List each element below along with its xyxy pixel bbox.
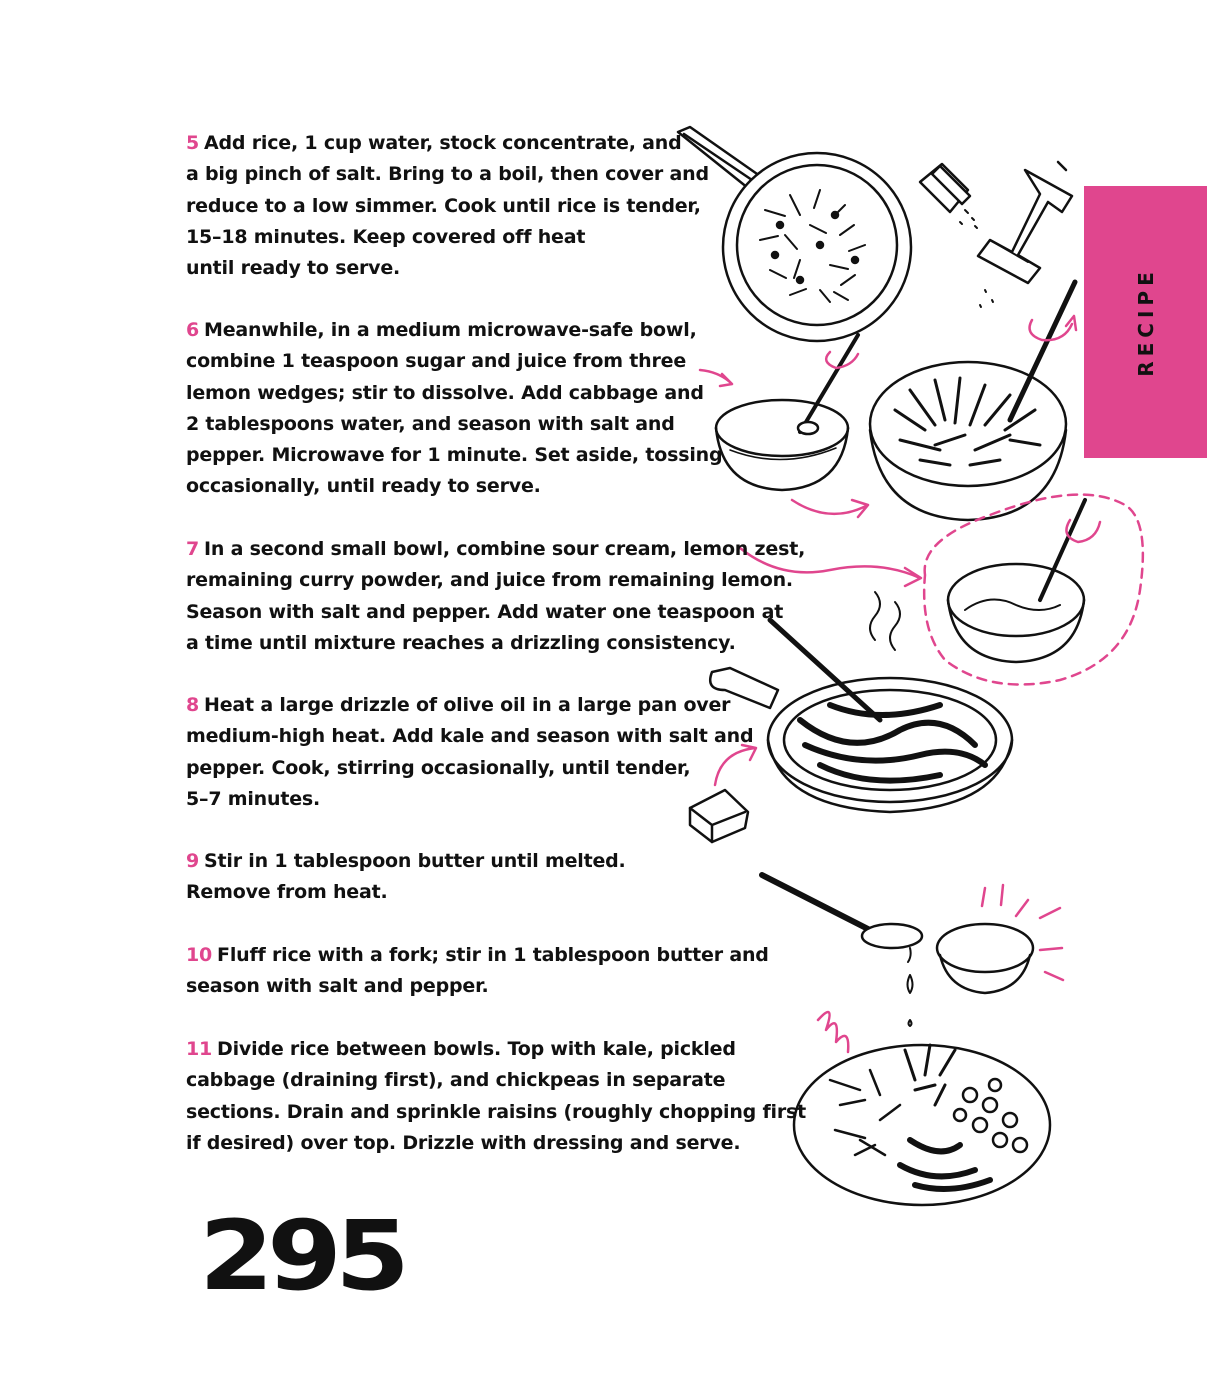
page-number: 295 (199, 1200, 404, 1312)
step-text: until ready to serve. (186, 257, 401, 280)
step-text: 2 tablespoons water, and season with salt and (186, 412, 675, 435)
step-text: combine 1 teaspoon sugar and juice from three (186, 350, 687, 373)
step-5 (186, 128, 709, 284)
juice-bowl-icon (716, 335, 858, 490)
step-text: sections. Drain and sprinkle raisins (roughly chopping first (186, 1100, 807, 1123)
step-9 (186, 846, 626, 909)
step-text: medium-high heat. Add kale and season with salt and (186, 725, 754, 748)
step-text: Heat a large drizzle of olive oil in a large pan over (204, 694, 731, 716)
step-6 (186, 315, 722, 503)
recipe-tab (1084, 186, 1207, 458)
step-number: 5 (186, 132, 200, 154)
step-text: Add rice, 1 cup water, stock concentrate, and (204, 132, 682, 154)
step-number: 9 (186, 850, 200, 872)
step-text: Remove from heat. (186, 881, 388, 904)
step-8 (186, 690, 753, 815)
step-text: 5–7 minutes. (186, 787, 321, 810)
step-number: 10 (186, 944, 213, 966)
step-7 (186, 534, 805, 659)
step-10 (186, 940, 769, 1003)
step-11 (186, 1034, 806, 1159)
step-text: cabbage (draining first), and chickpeas in separate (186, 1069, 726, 1092)
step-number: 6 (186, 319, 200, 341)
step-text: a big pinch of salt. Bring to a boil, then cover and (186, 163, 709, 186)
step-text: pepper. Microwave for 1 minute. Set aside, tossing (186, 444, 723, 467)
cabbage-bowl-icon (870, 282, 1075, 520)
step-text: occasionally, until ready to serve. (186, 475, 541, 498)
step-number: 11 (186, 1038, 213, 1060)
recipe-tab-label: RECIPE (1133, 267, 1158, 377)
step-text: Divide rice between bowls. Top with kale, pickled (217, 1038, 736, 1060)
step-text: pepper. Cook, stirring occasionally, until tender, (186, 756, 691, 779)
pepper-mill-icon (978, 162, 1072, 307)
step-text: a time until mixture reaches a drizzling consistency. (186, 631, 736, 654)
step-text: Season with salt and pepper. Add water one teaspoon at (186, 600, 784, 623)
step-text: Meanwhile, in a medium microwave-safe bowl, (204, 319, 697, 341)
step-number: 8 (186, 694, 200, 716)
rice-pot-icon (678, 127, 911, 341)
step-text: season with salt and pepper. (186, 975, 489, 998)
final-plate-icon (794, 1045, 1050, 1205)
step-text: if desired) over top. Drizzle with dressing and serve. (186, 1131, 741, 1154)
step-number: 7 (186, 538, 200, 560)
salt-shaker-icon (920, 164, 977, 228)
step-text: remaining curry powder, and juice from remaining lemon. (186, 569, 793, 592)
step-text: In a second small bowl, combine sour cream, lemon zest, (204, 538, 806, 560)
step-text: Stir in 1 tablespoon butter until melted. (204, 850, 626, 872)
step-text: 15–18 minutes. Keep covered off heat (186, 225, 586, 248)
spoon-drizzle-icon (762, 875, 1033, 1026)
step-text: reduce to a low simmer. Cook until rice is tender, (186, 194, 701, 217)
step-text: Fluff rice with a fork; stir in 1 tablespoon butter and (217, 944, 769, 966)
step-text: lemon wedges; stir to dissolve. Add cabbage and (186, 381, 704, 404)
